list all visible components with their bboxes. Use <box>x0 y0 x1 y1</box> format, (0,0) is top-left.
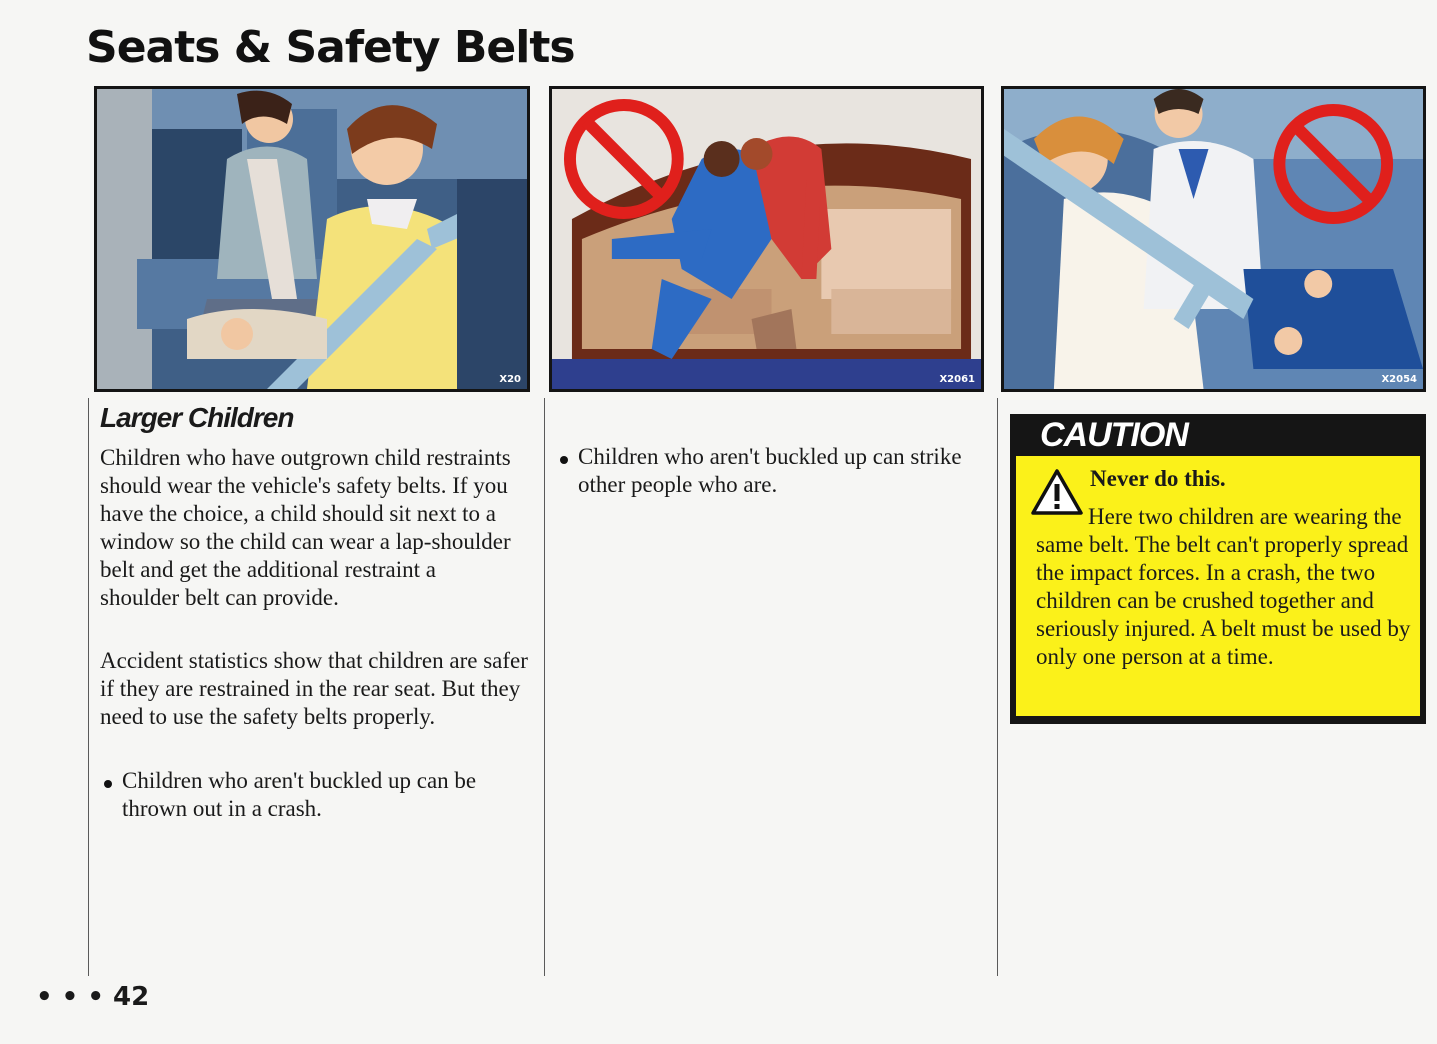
caution-box <box>1010 414 1426 724</box>
column-rule <box>544 398 545 976</box>
bullet-item <box>100 767 537 823</box>
page-title: Seats & Safety Belts <box>86 22 575 73</box>
figure-code: X2061 <box>939 374 975 385</box>
caution-title: CAUTION <box>1040 416 1188 454</box>
figure-shared-belt <box>1001 86 1426 392</box>
bullet-dot-icon <box>560 456 568 464</box>
figure-unbuckled-child <box>549 86 984 392</box>
section-heading: Larger Children <box>100 402 294 433</box>
figure-code: X2054 <box>1381 374 1417 385</box>
bullet-text: Children who aren't buckled up can strike other people who are. <box>578 444 962 497</box>
column-rule <box>88 398 89 976</box>
caution-body <box>1016 456 1420 716</box>
bullet-item <box>556 443 978 499</box>
figure-larger-children <box>94 86 530 392</box>
bullet-dot-icon <box>104 780 112 788</box>
paragraph: Accident statistics show that children are safer if they are restrained in the rear seat. But they need to use the safety belts properly. <box>100 648 528 729</box>
illustration-shared-belt <box>1004 89 1423 389</box>
figure-code: X20 <box>499 374 521 385</box>
caution-text: Here two children are wearing the same belt. The belt can't properly spread the impact forces. In a crash, the two children can be crushed together and seriously injured. A belt must be used by only one person at a time. <box>1036 504 1411 669</box>
caution-heading: Never do this. <box>1090 466 1226 491</box>
page-number: • • • 42 <box>36 982 150 1012</box>
paragraph: Children who have outgrown child restraints should wear the vehicle's safety belts. If you have the choice, a child should sit next to a window so the child can wear a lap-shoulder belt and get the additional restraint a shoulder belt can provide. <box>100 445 511 610</box>
illustration-vehicle-interior <box>552 89 981 389</box>
bullet-text: Children who aren't buckled up can be thrown out in a crash. <box>122 768 477 821</box>
column-rule <box>997 398 998 976</box>
illustration-children-seated <box>97 89 527 389</box>
